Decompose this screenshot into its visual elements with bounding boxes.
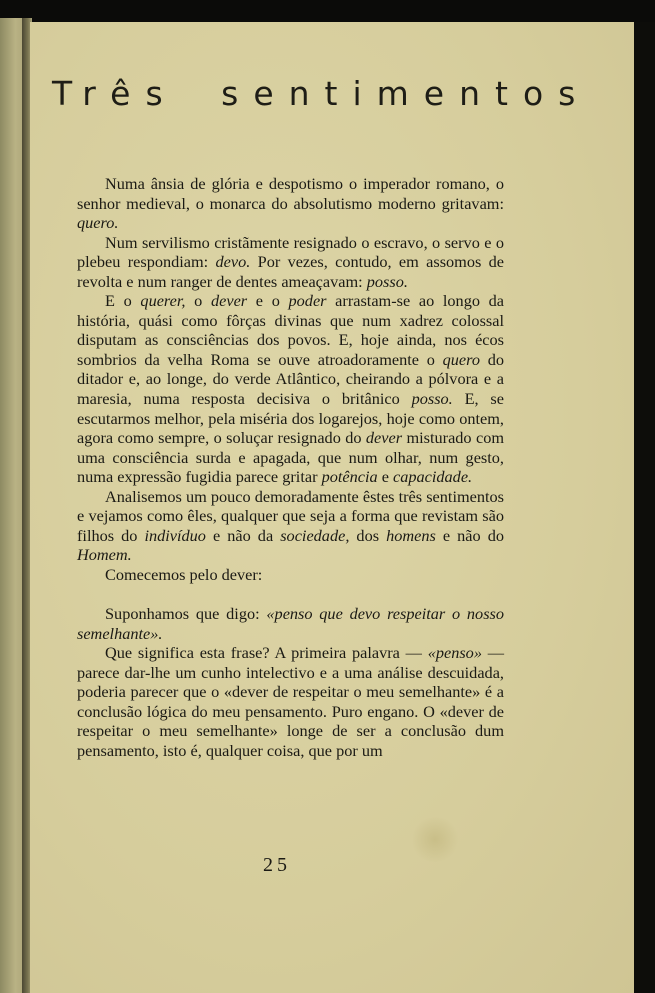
italic-run: posso. [411, 389, 453, 409]
paragraph [77, 174, 504, 233]
text-run: o [185, 291, 211, 311]
text-run: arrastam-se ao longo da história, quási como fôrças divinas que num xadrez colossal disputam as consciências dos povos. E, hoje ainda, nos écos sombrios da velha Roma se ouve atroadoramente o [77, 291, 505, 369]
text-run: Num servilismo cristãmente resignado o escravo, o servo e o plebeu respondiam: [77, 232, 504, 272]
body-text [77, 174, 504, 760]
paper-stain [410, 817, 460, 862]
italic-run: «penso que devo respeitar o nosso semelhante». [77, 604, 505, 643]
paragraph [77, 487, 504, 565]
italic-run: sociedade, [280, 525, 350, 545]
italic-run: indivíduo [144, 525, 206, 545]
paragraph [77, 643, 504, 760]
text-run: dos [349, 525, 387, 545]
book-page [30, 22, 636, 993]
text-run: Analisemos um pouco demoradamente êstes três sentimentos e vejamos como êles, qualquer que seja a forma que revistam são filhos do [77, 486, 504, 545]
italic-run: quero. [77, 213, 119, 233]
italic-run: posso. [366, 271, 408, 291]
italic-run: devo. [215, 252, 251, 272]
text-run: Que significa esta frase? A primeira palavra — [105, 643, 428, 663]
paragraph [77, 233, 504, 292]
italic-run: poder [288, 291, 327, 311]
text-run: Suponhamos que digo: [105, 604, 267, 624]
italic-run: dever [210, 291, 248, 311]
italic-run: quero [442, 349, 480, 369]
paragraph [77, 604, 504, 643]
chapter-title: Três sentimentos [52, 74, 591, 113]
text-run: e não do [435, 525, 504, 545]
italic-run: homens [386, 525, 436, 545]
paragraph [77, 291, 504, 486]
text-run: e não da [205, 525, 281, 545]
paragraph-gap [77, 584, 504, 604]
page-number: 25 [263, 854, 291, 876]
italic-run: «penso» [427, 643, 482, 663]
text-run: E o [105, 291, 141, 311]
italic-run: Homem. [77, 545, 132, 565]
scan-background-top [0, 0, 655, 22]
italic-run: capacidade. [393, 467, 473, 487]
text-run: Comecemos pelo dever: [105, 564, 263, 584]
text-run: Por vezes, contudo, em assomos de revolta e num ranger de dentes ameaçavam: [77, 252, 504, 291]
text-run: do ditador e, ao longe, do verde Atlântico, cheirando a pólvora e a maresia, numa resposta decisiva o britânico [77, 349, 504, 409]
text-run: e [377, 467, 393, 487]
scan-background-right [634, 22, 655, 993]
italic-run: querer, [140, 291, 186, 311]
italic-run: dever [365, 428, 403, 448]
paragraph [77, 565, 504, 585]
text-run: misturado com uma consciência surda e apagada, que num olhar, num gesto, numa expressão fugidia parece gritar [77, 428, 504, 487]
text-run: E, se escutarmos melhor, pela miséria dos logarejos, hoje como ontem, agora como sempre, o soluçar resignado do [77, 389, 504, 448]
italic-run: potência [321, 467, 378, 487]
text-run: — parece dar-lhe um cunho intelectivo e a uma análise descuidada, poderia parecer que o «dever de respeitar o meu semelhante» é a conclusão lógica do meu pensamento. Puro engano. O «dever de respeitar o meu semelhante» longe de ser a conclusão dum pensamento, isto é, qualquer coisa, que por um [77, 643, 505, 760]
text-run: e o [247, 291, 289, 311]
text-run: Numa ânsia de glória e despotismo o imperador romano, o senhor medieval, o monarca do absolutismo moderno gritavam: [77, 174, 504, 213]
